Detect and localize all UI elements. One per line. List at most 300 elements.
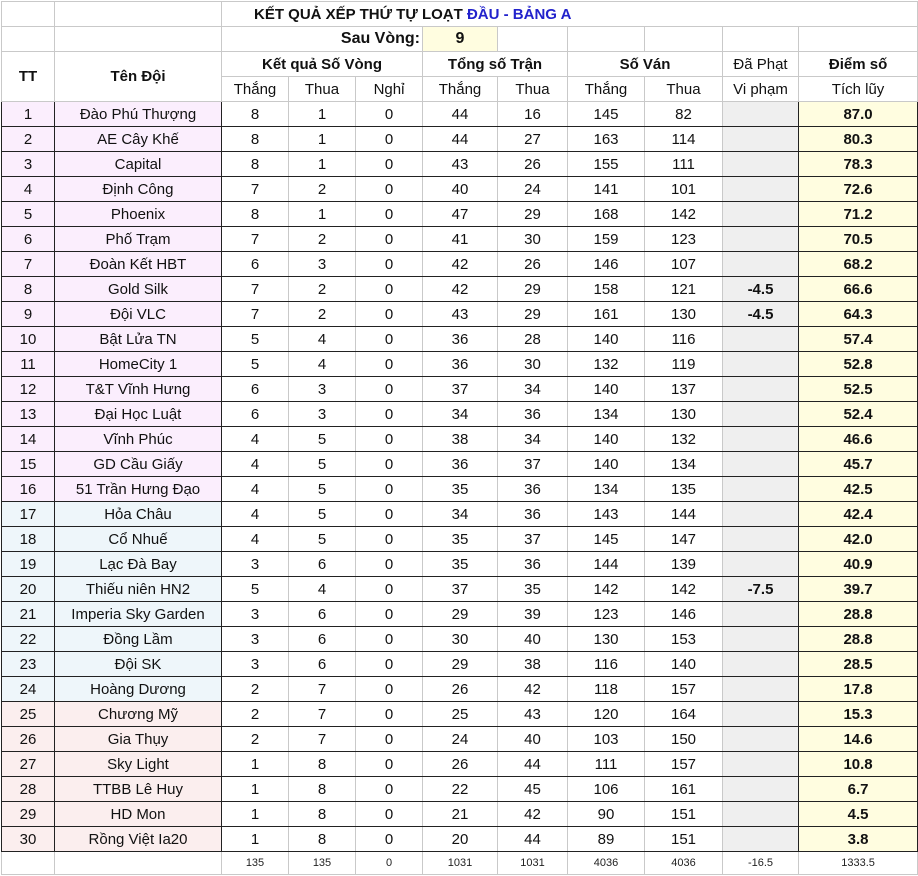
team-name-cell[interactable]: Vĩnh Phúc [55, 427, 222, 452]
team-name-cell[interactable]: Rồng Việt Ia20 [55, 827, 222, 852]
games-lose-cell[interactable]: 139 [645, 552, 723, 577]
games-win-cell[interactable]: 140 [568, 427, 645, 452]
rounds-lose-cell[interactable]: 8 [289, 827, 356, 852]
games-lose-cell[interactable]: 142 [645, 577, 723, 602]
games-win-cell[interactable]: 111 [568, 752, 645, 777]
rounds-win-cell[interactable]: 6 [222, 377, 289, 402]
points-cell[interactable]: 28.5 [799, 652, 918, 677]
penalty-cell[interactable] [723, 327, 799, 352]
points-cell[interactable]: 45.7 [799, 452, 918, 477]
tt-cell[interactable]: 16 [2, 477, 55, 502]
tt-cell[interactable]: 2 [2, 127, 55, 152]
rounds-rest-cell[interactable]: 0 [356, 152, 423, 177]
points-cell[interactable]: 64.3 [799, 302, 918, 327]
games-win-cell[interactable]: 116 [568, 652, 645, 677]
rounds-rest-cell[interactable]: 0 [356, 677, 423, 702]
games-lose-cell[interactable]: 146 [645, 602, 723, 627]
rounds-rest-cell[interactable]: 0 [356, 402, 423, 427]
blank-cell[interactable] [2, 852, 55, 875]
header-rounds-rest[interactable]: Nghỉ [356, 77, 423, 102]
rounds-rest-cell[interactable]: 0 [356, 102, 423, 127]
header-tt[interactable]: TT [2, 52, 55, 102]
games-win-cell[interactable]: 106 [568, 777, 645, 802]
points-cell[interactable]: 46.6 [799, 427, 918, 452]
games-win-cell[interactable]: 158 [568, 277, 645, 302]
games-lose-cell[interactable]: 151 [645, 802, 723, 827]
rounds-rest-cell[interactable]: 0 [356, 727, 423, 752]
games-win-cell[interactable]: 145 [568, 527, 645, 552]
rounds-rest-cell[interactable]: 0 [356, 227, 423, 252]
matches-lose-cell[interactable]: 43 [498, 702, 568, 727]
rounds-win-cell[interactable]: 7 [222, 302, 289, 327]
matches-win-cell[interactable]: 35 [423, 527, 498, 552]
games-lose-cell[interactable]: 153 [645, 627, 723, 652]
games-lose-cell[interactable]: 130 [645, 302, 723, 327]
matches-lose-cell[interactable]: 34 [498, 377, 568, 402]
rounds-win-cell[interactable]: 4 [222, 477, 289, 502]
tt-cell[interactable]: 29 [2, 802, 55, 827]
penalty-cell[interactable] [723, 602, 799, 627]
tt-cell[interactable]: 10 [2, 327, 55, 352]
games-lose-cell[interactable]: 101 [645, 177, 723, 202]
rounds-rest-cell[interactable]: 0 [356, 352, 423, 377]
rounds-win-cell[interactable]: 8 [222, 152, 289, 177]
total-rr-cell[interactable]: 0 [356, 852, 423, 875]
rounds-win-cell[interactable]: 1 [222, 752, 289, 777]
games-win-cell[interactable]: 163 [568, 127, 645, 152]
rounds-win-cell[interactable]: 6 [222, 402, 289, 427]
tt-cell[interactable]: 19 [2, 552, 55, 577]
matches-win-cell[interactable]: 34 [423, 502, 498, 527]
rounds-rest-cell[interactable]: 0 [356, 202, 423, 227]
tt-cell[interactable]: 13 [2, 402, 55, 427]
rounds-lose-cell[interactable]: 6 [289, 602, 356, 627]
tt-cell[interactable]: 12 [2, 377, 55, 402]
matches-win-cell[interactable]: 22 [423, 777, 498, 802]
matches-lose-cell[interactable]: 16 [498, 102, 568, 127]
games-win-cell[interactable]: 132 [568, 352, 645, 377]
matches-win-cell[interactable]: 42 [423, 252, 498, 277]
games-win-cell[interactable]: 120 [568, 702, 645, 727]
tt-cell[interactable]: 15 [2, 452, 55, 477]
tt-cell[interactable]: 21 [2, 602, 55, 627]
matches-lose-cell[interactable]: 44 [498, 752, 568, 777]
rounds-win-cell[interactable]: 2 [222, 677, 289, 702]
rounds-lose-cell[interactable]: 1 [289, 152, 356, 177]
team-name-cell[interactable]: Gia Thụy [55, 727, 222, 752]
penalty-cell[interactable] [723, 177, 799, 202]
games-lose-cell[interactable]: 107 [645, 252, 723, 277]
team-name-cell[interactable]: Capital [55, 152, 222, 177]
games-win-cell[interactable]: 161 [568, 302, 645, 327]
penalty-cell[interactable] [723, 777, 799, 802]
points-cell[interactable]: 28.8 [799, 602, 918, 627]
rounds-rest-cell[interactable]: 0 [356, 802, 423, 827]
rounds-win-cell[interactable]: 2 [222, 702, 289, 727]
penalty-cell[interactable] [723, 552, 799, 577]
rounds-win-cell[interactable]: 4 [222, 502, 289, 527]
rounds-rest-cell[interactable]: 0 [356, 752, 423, 777]
games-lose-cell[interactable]: 164 [645, 702, 723, 727]
rounds-lose-cell[interactable]: 4 [289, 327, 356, 352]
team-name-cell[interactable]: HD Mon [55, 802, 222, 827]
points-cell[interactable]: 42.4 [799, 502, 918, 527]
rounds-win-cell[interactable]: 3 [222, 552, 289, 577]
matches-lose-cell[interactable]: 37 [498, 452, 568, 477]
penalty-cell[interactable] [723, 102, 799, 127]
matches-win-cell[interactable]: 47 [423, 202, 498, 227]
rounds-lose-cell[interactable]: 3 [289, 377, 356, 402]
total-ml-cell[interactable]: 1031 [498, 852, 568, 875]
matches-win-cell[interactable]: 40 [423, 177, 498, 202]
header-games-win[interactable]: Thắng [568, 77, 645, 102]
penalty-cell[interactable] [723, 627, 799, 652]
games-win-cell[interactable]: 130 [568, 627, 645, 652]
header-games[interactable]: Số Ván [568, 52, 723, 77]
penalty-cell[interactable] [723, 152, 799, 177]
rounds-rest-cell[interactable]: 0 [356, 602, 423, 627]
games-win-cell[interactable]: 143 [568, 502, 645, 527]
matches-win-cell[interactable]: 26 [423, 677, 498, 702]
team-name-cell[interactable]: Đào Phú Thượng [55, 102, 222, 127]
rounds-win-cell[interactable]: 5 [222, 577, 289, 602]
blank-cell[interactable] [568, 27, 645, 52]
header-rounds-win[interactable]: Thắng [222, 77, 289, 102]
matches-win-cell[interactable]: 30 [423, 627, 498, 652]
total-gl-cell[interactable]: 4036 [645, 852, 723, 875]
tt-cell[interactable]: 3 [2, 152, 55, 177]
rounds-rest-cell[interactable]: 0 [356, 552, 423, 577]
tt-cell[interactable]: 5 [2, 202, 55, 227]
team-name-cell[interactable]: Đoàn Kết HBT [55, 252, 222, 277]
rounds-lose-cell[interactable]: 3 [289, 252, 356, 277]
rounds-win-cell[interactable]: 6 [222, 252, 289, 277]
matches-win-cell[interactable]: 38 [423, 427, 498, 452]
points-cell[interactable]: 40.9 [799, 552, 918, 577]
team-name-cell[interactable]: Imperia Sky Garden [55, 602, 222, 627]
games-win-cell[interactable]: 168 [568, 202, 645, 227]
points-cell[interactable]: 10.8 [799, 752, 918, 777]
matches-lose-cell[interactable]: 40 [498, 727, 568, 752]
header-team[interactable]: Tên Đội [55, 52, 222, 102]
blank-cell[interactable] [723, 27, 799, 52]
games-win-cell[interactable]: 142 [568, 577, 645, 602]
rounds-lose-cell[interactable]: 1 [289, 102, 356, 127]
header-accumulated[interactable]: Tích lũy [799, 77, 918, 102]
tt-cell[interactable]: 9 [2, 302, 55, 327]
rounds-lose-cell[interactable]: 5 [289, 427, 356, 452]
matches-lose-cell[interactable]: 26 [498, 152, 568, 177]
matches-lose-cell[interactable]: 29 [498, 277, 568, 302]
penalty-cell[interactable] [723, 752, 799, 777]
matches-lose-cell[interactable]: 26 [498, 252, 568, 277]
matches-lose-cell[interactable]: 27 [498, 127, 568, 152]
rounds-lose-cell[interactable]: 1 [289, 202, 356, 227]
header-points[interactable]: Điểm số [799, 52, 918, 77]
penalty-cell[interactable] [723, 677, 799, 702]
team-name-cell[interactable]: Đại Học Luật [55, 402, 222, 427]
tt-cell[interactable]: 25 [2, 702, 55, 727]
header-games-lose[interactable]: Thua [645, 77, 723, 102]
games-lose-cell[interactable]: 140 [645, 652, 723, 677]
rounds-rest-cell[interactable]: 0 [356, 527, 423, 552]
tt-cell[interactable]: 24 [2, 677, 55, 702]
matches-win-cell[interactable]: 37 [423, 577, 498, 602]
rounds-rest-cell[interactable]: 0 [356, 302, 423, 327]
total-rw-cell[interactable]: 135 [222, 852, 289, 875]
rounds-lose-cell[interactable]: 2 [289, 302, 356, 327]
rounds-lose-cell[interactable]: 4 [289, 577, 356, 602]
games-lose-cell[interactable]: 119 [645, 352, 723, 377]
matches-lose-cell[interactable]: 24 [498, 177, 568, 202]
rounds-rest-cell[interactable]: 0 [356, 377, 423, 402]
penalty-cell[interactable] [723, 427, 799, 452]
blank-cell[interactable] [2, 27, 55, 52]
rounds-win-cell[interactable]: 7 [222, 177, 289, 202]
penalty-cell[interactable] [723, 652, 799, 677]
games-lose-cell[interactable]: 121 [645, 277, 723, 302]
rounds-win-cell[interactable]: 3 [222, 627, 289, 652]
rounds-lose-cell[interactable]: 5 [289, 527, 356, 552]
games-win-cell[interactable]: 134 [568, 477, 645, 502]
tt-cell[interactable]: 26 [2, 727, 55, 752]
rounds-lose-cell[interactable]: 7 [289, 702, 356, 727]
games-lose-cell[interactable]: 157 [645, 752, 723, 777]
rounds-rest-cell[interactable]: 0 [356, 327, 423, 352]
matches-lose-cell[interactable]: 30 [498, 227, 568, 252]
matches-win-cell[interactable]: 36 [423, 327, 498, 352]
team-name-cell[interactable]: HomeCity 1 [55, 352, 222, 377]
rounds-lose-cell[interactable]: 1 [289, 127, 356, 152]
matches-lose-cell[interactable]: 42 [498, 677, 568, 702]
rounds-win-cell[interactable]: 4 [222, 427, 289, 452]
games-lose-cell[interactable]: 123 [645, 227, 723, 252]
matches-lose-cell[interactable]: 42 [498, 802, 568, 827]
total-mw-cell[interactable]: 1031 [423, 852, 498, 875]
games-lose-cell[interactable]: 137 [645, 377, 723, 402]
rounds-win-cell[interactable]: 5 [222, 327, 289, 352]
matches-lose-cell[interactable]: 39 [498, 602, 568, 627]
points-cell[interactable]: 14.6 [799, 727, 918, 752]
games-lose-cell[interactable]: 135 [645, 477, 723, 502]
games-win-cell[interactable]: 140 [568, 327, 645, 352]
tt-cell[interactable]: 11 [2, 352, 55, 377]
penalty-cell[interactable] [723, 352, 799, 377]
total-gw-cell[interactable]: 4036 [568, 852, 645, 875]
header-penalty[interactable]: Đã Phạt [723, 52, 799, 77]
games-win-cell[interactable]: 140 [568, 452, 645, 477]
header-rounds-lose[interactable]: Thua [289, 77, 356, 102]
games-win-cell[interactable]: 145 [568, 102, 645, 127]
games-lose-cell[interactable]: 82 [645, 102, 723, 127]
games-lose-cell[interactable]: 151 [645, 827, 723, 852]
matches-lose-cell[interactable]: 28 [498, 327, 568, 352]
team-name-cell[interactable]: Định Công [55, 177, 222, 202]
team-name-cell[interactable]: T&T Vĩnh Hưng [55, 377, 222, 402]
points-cell[interactable]: 57.4 [799, 327, 918, 352]
matches-win-cell[interactable]: 36 [423, 452, 498, 477]
rounds-win-cell[interactable]: 5 [222, 352, 289, 377]
rounds-rest-cell[interactable]: 0 [356, 252, 423, 277]
team-name-cell[interactable]: 51 Trần Hưng Đạo [55, 477, 222, 502]
rounds-rest-cell[interactable]: 0 [356, 702, 423, 727]
matches-win-cell[interactable]: 29 [423, 652, 498, 677]
points-cell[interactable]: 87.0 [799, 102, 918, 127]
team-name-cell[interactable]: TTBB Lê Huy [55, 777, 222, 802]
matches-win-cell[interactable]: 35 [423, 477, 498, 502]
matches-win-cell[interactable]: 26 [423, 752, 498, 777]
team-name-cell[interactable]: Cổ Nhuế [55, 527, 222, 552]
games-lose-cell[interactable]: 134 [645, 452, 723, 477]
blank-cell[interactable] [55, 2, 222, 27]
rounds-rest-cell[interactable]: 0 [356, 477, 423, 502]
points-cell[interactable]: 52.4 [799, 402, 918, 427]
penalty-cell[interactable] [723, 127, 799, 152]
points-cell[interactable]: 52.8 [799, 352, 918, 377]
rounds-rest-cell[interactable]: 0 [356, 627, 423, 652]
sheet-title[interactable] [222, 2, 918, 27]
tt-cell[interactable]: 20 [2, 577, 55, 602]
points-cell[interactable]: 80.3 [799, 127, 918, 152]
games-win-cell[interactable]: 118 [568, 677, 645, 702]
matches-win-cell[interactable]: 44 [423, 102, 498, 127]
team-name-cell[interactable]: Hỏa Châu [55, 502, 222, 527]
rounds-lose-cell[interactable]: 6 [289, 627, 356, 652]
points-cell[interactable]: 28.8 [799, 627, 918, 652]
penalty-cell[interactable] [723, 252, 799, 277]
blank-cell[interactable] [645, 27, 723, 52]
rounds-rest-cell[interactable]: 0 [356, 177, 423, 202]
penalty-cell[interactable]: -4.5 [723, 277, 799, 302]
matches-lose-cell[interactable]: 44 [498, 827, 568, 852]
games-win-cell[interactable]: 90 [568, 802, 645, 827]
points-cell[interactable]: 39.7 [799, 577, 918, 602]
team-name-cell[interactable]: Đồng Lầm [55, 627, 222, 652]
team-name-cell[interactable]: AE Cây Khế [55, 127, 222, 152]
rounds-rest-cell[interactable]: 0 [356, 277, 423, 302]
matches-lose-cell[interactable]: 30 [498, 352, 568, 377]
tt-cell[interactable]: 23 [2, 652, 55, 677]
tt-cell[interactable]: 30 [2, 827, 55, 852]
penalty-cell[interactable] [723, 402, 799, 427]
blank-cell[interactable] [799, 27, 918, 52]
games-win-cell[interactable]: 146 [568, 252, 645, 277]
team-name-cell[interactable]: Gold Silk [55, 277, 222, 302]
team-name-cell[interactable]: Hoàng Dương [55, 677, 222, 702]
total-pen-cell[interactable]: -16.5 [723, 852, 799, 875]
rounds-lose-cell[interactable]: 5 [289, 502, 356, 527]
games-win-cell[interactable]: 141 [568, 177, 645, 202]
team-name-cell[interactable]: Đội SK [55, 652, 222, 677]
games-win-cell[interactable]: 159 [568, 227, 645, 252]
blank-cell[interactable] [55, 852, 222, 875]
matches-win-cell[interactable]: 44 [423, 127, 498, 152]
matches-lose-cell[interactable]: 38 [498, 652, 568, 677]
matches-win-cell[interactable]: 34 [423, 402, 498, 427]
points-cell[interactable]: 4.5 [799, 802, 918, 827]
matches-lose-cell[interactable]: 35 [498, 577, 568, 602]
penalty-cell[interactable] [723, 477, 799, 502]
games-lose-cell[interactable]: 157 [645, 677, 723, 702]
matches-win-cell[interactable]: 24 [423, 727, 498, 752]
rounds-lose-cell[interactable]: 8 [289, 802, 356, 827]
tt-cell[interactable]: 1 [2, 102, 55, 127]
games-lose-cell[interactable]: 132 [645, 427, 723, 452]
penalty-cell[interactable]: -4.5 [723, 302, 799, 327]
rounds-win-cell[interactable]: 1 [222, 802, 289, 827]
header-rounds[interactable]: Kết quả Số Vòng [222, 52, 423, 77]
matches-lose-cell[interactable]: 36 [498, 552, 568, 577]
matches-win-cell[interactable]: 21 [423, 802, 498, 827]
points-cell[interactable]: 3.8 [799, 827, 918, 852]
games-lose-cell[interactable]: 161 [645, 777, 723, 802]
games-win-cell[interactable]: 89 [568, 827, 645, 852]
rounds-win-cell[interactable]: 8 [222, 127, 289, 152]
team-name-cell[interactable]: Thiếu niên HN2 [55, 577, 222, 602]
matches-lose-cell[interactable]: 34 [498, 427, 568, 452]
games-win-cell[interactable]: 123 [568, 602, 645, 627]
rounds-lose-cell[interactable]: 2 [289, 177, 356, 202]
rounds-lose-cell[interactable]: 3 [289, 402, 356, 427]
tt-cell[interactable]: 28 [2, 777, 55, 802]
points-cell[interactable]: 71.2 [799, 202, 918, 227]
matches-win-cell[interactable]: 43 [423, 152, 498, 177]
matches-win-cell[interactable]: 43 [423, 302, 498, 327]
header-matches-win[interactable]: Thắng [423, 77, 498, 102]
after-round-label[interactable]: Sau Vòng: [222, 27, 423, 52]
rounds-win-cell[interactable]: 4 [222, 527, 289, 552]
penalty-cell[interactable] [723, 377, 799, 402]
points-cell[interactable]: 66.6 [799, 277, 918, 302]
tt-cell[interactable]: 22 [2, 627, 55, 652]
points-cell[interactable]: 17.8 [799, 677, 918, 702]
penalty-cell[interactable] [723, 452, 799, 477]
team-name-cell[interactable]: Chương Mỹ [55, 702, 222, 727]
rounds-lose-cell[interactable]: 2 [289, 227, 356, 252]
rounds-rest-cell[interactable]: 0 [356, 502, 423, 527]
header-matches[interactable]: Tổng số Trận [423, 52, 568, 77]
points-cell[interactable]: 78.3 [799, 152, 918, 177]
team-name-cell[interactable]: Lạc Đà Bay [55, 552, 222, 577]
tt-cell[interactable]: 7 [2, 252, 55, 277]
games-lose-cell[interactable]: 116 [645, 327, 723, 352]
matches-win-cell[interactable]: 36 [423, 352, 498, 377]
matches-lose-cell[interactable]: 36 [498, 502, 568, 527]
after-round-value[interactable]: 9 [423, 27, 498, 52]
rounds-rest-cell[interactable]: 0 [356, 127, 423, 152]
header-matches-lose[interactable]: Thua [498, 77, 568, 102]
team-name-cell[interactable]: Phoenix [55, 202, 222, 227]
rounds-win-cell[interactable]: 3 [222, 652, 289, 677]
points-cell[interactable]: 52.5 [799, 377, 918, 402]
matches-win-cell[interactable]: 35 [423, 552, 498, 577]
rounds-lose-cell[interactable]: 5 [289, 477, 356, 502]
total-pts-cell[interactable]: 1333.5 [799, 852, 918, 875]
rounds-lose-cell[interactable]: 7 [289, 727, 356, 752]
games-lose-cell[interactable]: 130 [645, 402, 723, 427]
blank-cell[interactable] [498, 27, 568, 52]
rounds-rest-cell[interactable]: 0 [356, 827, 423, 852]
penalty-cell[interactable] [723, 727, 799, 752]
rounds-lose-cell[interactable]: 7 [289, 677, 356, 702]
matches-win-cell[interactable]: 37 [423, 377, 498, 402]
points-cell[interactable]: 72.6 [799, 177, 918, 202]
rounds-lose-cell[interactable]: 8 [289, 752, 356, 777]
team-name-cell[interactable]: Bật Lửa TN [55, 327, 222, 352]
header-violation[interactable]: Vi phạm [723, 77, 799, 102]
games-win-cell[interactable]: 134 [568, 402, 645, 427]
rounds-win-cell[interactable]: 1 [222, 827, 289, 852]
